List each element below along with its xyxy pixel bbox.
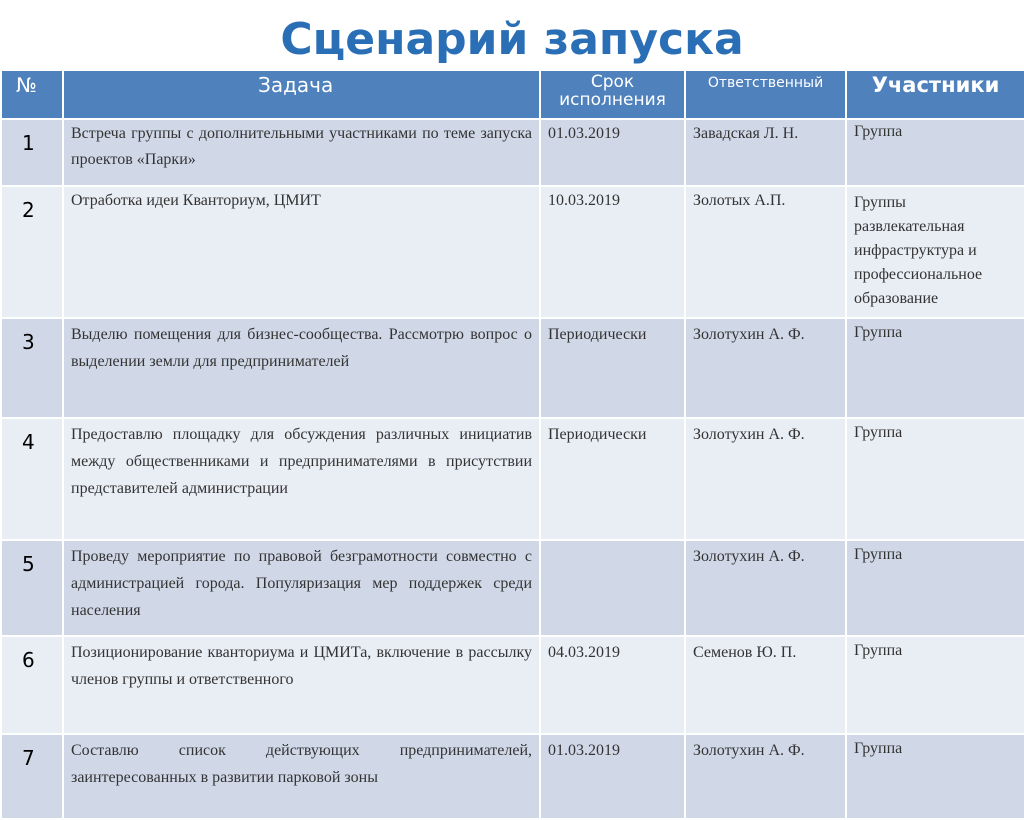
row-participants: Группа	[846, 636, 1024, 734]
row-deadline: 04.03.2019	[540, 636, 685, 734]
row-responsible: Золотых А.П.	[685, 186, 846, 318]
row-deadline: Периодически	[540, 418, 685, 540]
row-participants: Группа	[846, 119, 1024, 186]
header-participants: Участники	[846, 70, 1024, 119]
row-participants: Группа	[846, 734, 1024, 819]
row-task: Встреча группы с дополнительными участниками по теме запуска проектов «Парки»	[63, 119, 540, 186]
row-task: Отработка идеи Кванториум, ЦМИТ	[63, 186, 540, 318]
row-participants: Группа	[846, 418, 1024, 540]
row-responsible: Золотухин А. Ф.	[685, 540, 846, 636]
header-deadline: Срок исполнения	[540, 70, 685, 119]
row-num: 4	[1, 418, 63, 540]
row-num: 6	[1, 636, 63, 734]
row-num: 7	[1, 734, 63, 819]
header-task: Задача	[63, 70, 540, 119]
row-num: 1	[1, 119, 63, 186]
page-title: Сценарий запуска	[280, 14, 744, 65]
table-row	[1, 418, 1024, 540]
row-deadline	[540, 540, 685, 636]
row-participants: Группа	[846, 540, 1024, 636]
table-row	[1, 186, 1024, 318]
table-header-row	[1, 70, 1024, 119]
table-row	[1, 636, 1024, 734]
row-deadline: 10.03.2019	[540, 186, 685, 318]
row-task: Выделю помещения для бизнес-сообщества. Рассмотрю вопрос о выделении земли для предпринимателей	[63, 318, 540, 418]
row-task: Составлю список действующих предпринимателей, заинтересованных в развитии парковой зоны	[63, 734, 540, 819]
row-num: 5	[1, 540, 63, 636]
header-num: №	[1, 70, 63, 119]
row-deadline: 01.03.2019	[540, 734, 685, 819]
row-responsible: Семенов Ю. П.	[685, 636, 846, 734]
row-responsible: Золотухин А. Ф.	[685, 418, 846, 540]
header-responsible: Ответственный	[685, 70, 846, 119]
table-row	[1, 540, 1024, 636]
row-task: Проведу мероприятие по правовой безграмотности совместно с администрацией города. Популяризация мер поддержек среди населения	[63, 540, 540, 636]
row-responsible: Золотухин А. Ф.	[685, 318, 846, 418]
table-row	[1, 318, 1024, 418]
row-num: 3	[1, 318, 63, 418]
launch-scenario-table	[0, 69, 1024, 820]
row-task: Позиционирование кванториума и ЦМИТа, включение в рассылку членов группы и ответственного	[63, 636, 540, 734]
row-responsible: Золотухин А. Ф.	[685, 734, 846, 819]
row-num: 2	[1, 186, 63, 318]
table-row	[1, 119, 1024, 186]
row-responsible: Завадская Л. Н.	[685, 119, 846, 186]
row-deadline: Периодически	[540, 318, 685, 418]
table-row	[1, 734, 1024, 819]
row-participants: Группы развлекательная инфраструктура и профессиональное образование	[846, 186, 1024, 318]
row-task: Предоставлю площадку для обсуждения различных инициатив между общественниками и предпринимателями в присутствии представителей администрации	[63, 418, 540, 540]
row-participants: Группа	[846, 318, 1024, 418]
row-deadline: 01.03.2019	[540, 119, 685, 186]
